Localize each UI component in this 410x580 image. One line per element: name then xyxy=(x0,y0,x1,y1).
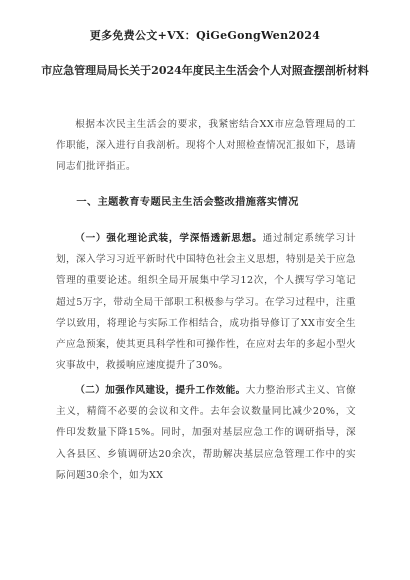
item-1-body: 通过制定系统学习计划，深入学习习近平新时代中国特色社会主义思想，特别是关于应急管理的重要论述。组织全局开展集中学习12次，个人撰写学习笔记超过5万字，带动全局干部职工积极参与学习。在学习过程中，注重学以致用，将理论与实际工作相结合，成功指导修订了XX市安全生产应急预案，使其更具科学性和可操作性，在应对去年的多起小型火灾事故中，救援响应速度提升了30%。 xyxy=(56,233,356,372)
section-heading: 一、主题教育专题民主生活会整改措施落实情况 xyxy=(76,196,299,208)
promo-header: 更多免费公文+VX：QiGeGongWen2024 xyxy=(89,29,321,42)
item-2-lead: （二）加强作风建设，提升工作效能。 xyxy=(75,385,246,396)
document-title: 市应急管理局局长关于2024年度民主生活会个人对照查摆剖析材料 xyxy=(41,64,369,77)
intro-paragraph: 根据本次民主生活会的要求，我紧密结合XX市应急管理局的工作职能，深入进行自我剖析。现将个人对照检查情况汇报如下，恳请同志们批评指正。 xyxy=(56,119,356,173)
item-2-body: 大力整治形式主义、官僚主义，精简不必要的会议和文件。去年会议数量同比减少20%，文件印发数量下降15%。同时，加强对基层应急工作的调研指导，深入各县区、乡镇调研达20余次，帮助解决基层应急管理工作中的实际问题30余个，如为XX xyxy=(56,385,356,481)
section-item-2 xyxy=(56,380,356,486)
item-1-lead: （一）强化理论武装，学深悟透新思想。 xyxy=(75,233,263,244)
section-item-1 xyxy=(56,228,356,376)
